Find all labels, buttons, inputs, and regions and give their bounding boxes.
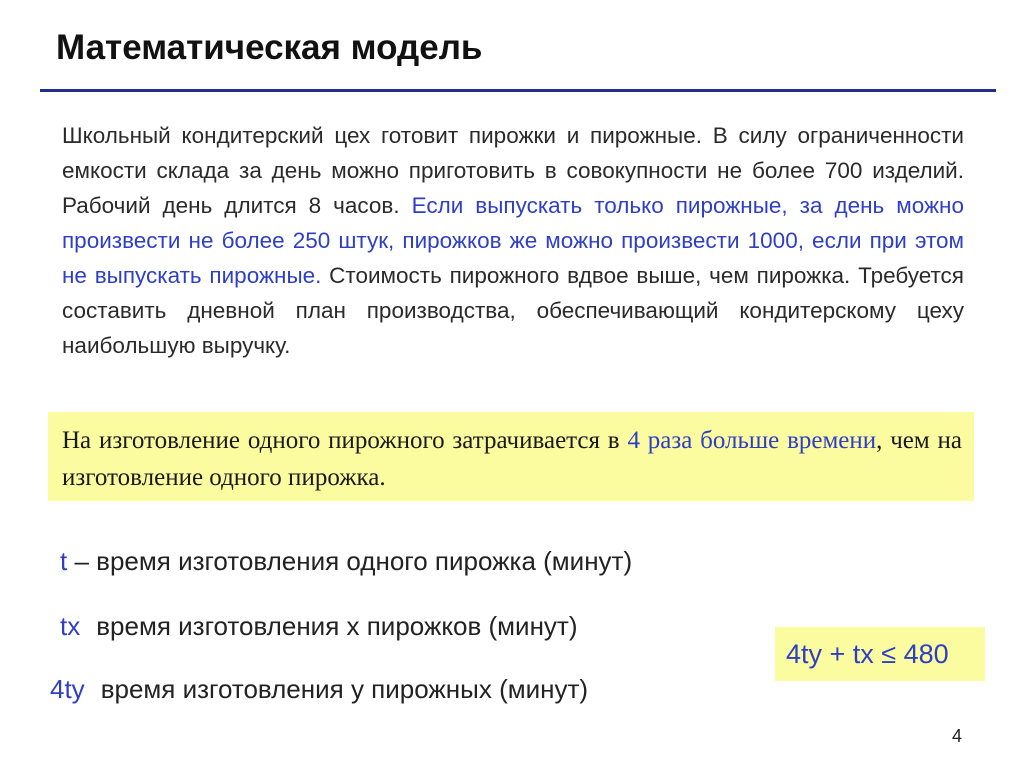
- variable-description: – время изготовления одного пирожка (минут): [74, 546, 633, 576]
- note-text-before: На изготовление одного пирожного затрачивается в: [62, 427, 620, 454]
- problem-text-part1: Школьный кондитерский цех готовит пирожки и пирожные. В силу ограниченности емкости склада за день можно приготовить в совокупности не более 700 изделий. Рабочий день длится 8 часов.: [62, 123, 964, 218]
- variable-definition: [60, 546, 632, 577]
- time-constraint-formula: 4ty + tx ≤ 480: [775, 627, 985, 681]
- slide-title: Математическая модель: [56, 28, 483, 67]
- problem-text-highlight: Если выпускать только пирожные, за день можно произвести не более 250 штук, пирожков же можно произвести 1000, если при этом не выпускать пирожные.: [62, 193, 964, 288]
- note-text-highlight: 4 раза больше времени: [627, 427, 877, 454]
- variable-symbol: tx: [60, 611, 81, 641]
- title-divider: [40, 89, 996, 92]
- problem-text-part2: Стоимость пирожного вдвое выше, чем пирожка. Требуется составить дневной план производства, обеспечивающий кондитерскому цеху наибольшую выручку.: [62, 263, 964, 358]
- variable-definition: [50, 674, 588, 705]
- page-number: 4: [952, 726, 963, 746]
- variable-symbol: t: [60, 546, 68, 576]
- problem-statement: [62, 118, 964, 363]
- time-ratio-note: [48, 412, 974, 501]
- variable-symbol: 4ty: [50, 674, 85, 704]
- note-text-after: , чем на изготовление одного пирожка.: [62, 427, 963, 491]
- variable-description: время изготовления x пирожков (минут): [96, 611, 578, 641]
- variable-definition: [60, 611, 578, 642]
- variable-description: время изготовления y пирожных (минут): [100, 674, 589, 704]
